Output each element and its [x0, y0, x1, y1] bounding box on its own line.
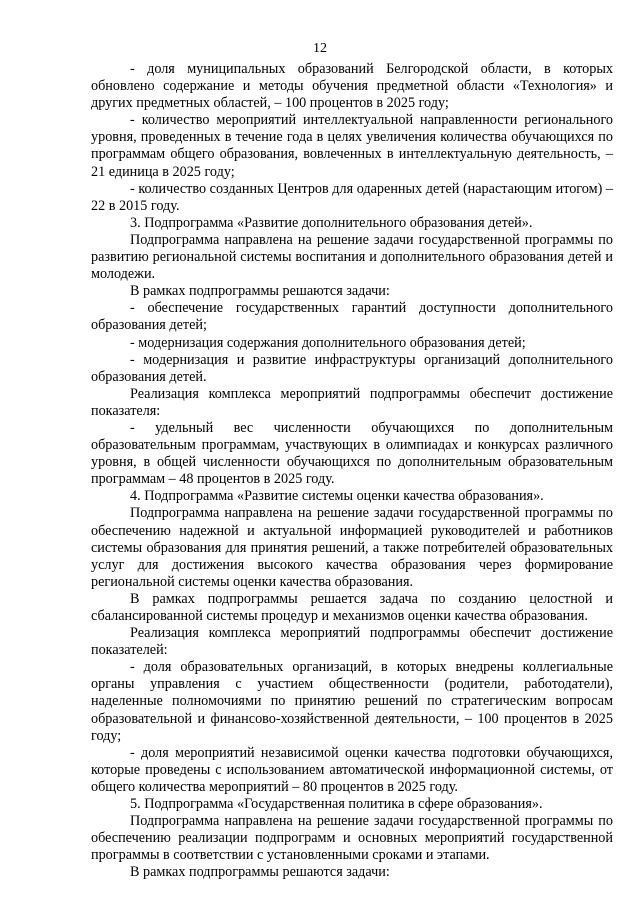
- subprogram-4-indicator-collegial: - доля образовательных организаций, в которых внедрены коллегиальные органы управления с участием общественности (родители, работодатели), наделенные полномочиями по принятию решений по стратегическим вопросам образовательной и финансово-хозяйственной деятельности, – 100 процентов в 2025 году;: [91, 659, 613, 744]
- subprogram-3-task-content: - модернизация содержания дополнительного образования детей;: [130, 334, 526, 351]
- subprogram-5-tasks-intro: В рамках подпрограммы решаются задачи:: [130, 864, 390, 881]
- subprogram-3-heading: 3. Подпрограмма «Развитие дополнительного образования детей».: [130, 214, 533, 231]
- subprogram-3-indicator-intro: Реализация комплекса мероприятий подпрограммы обеспечит достижение показателя:: [91, 385, 613, 419]
- subprogram-4-task: В рамках подпрограммы решается задача по созданию целостной и сбалансированной системы процедур и механизмов оценки качества образования.: [91, 590, 613, 624]
- subprogram-3-tasks-intro: В рамках подпрограммы решаются задачи:: [130, 283, 390, 300]
- subprogram-3-indicator: - удельный вес численности обучающихся по дополнительным образовательным программам, участвующих в олимпиадах и конкурсах различного уровня, в общей численности обучающихся по дополнительным образовательным программам – 48 процентов в 2025 году.: [91, 419, 613, 488]
- subprogram-3-task-infrastructure: - модернизация и развитие инфраструктуры организаций дополнительного образования детей.: [91, 351, 613, 385]
- subprogram-4-indicator-assessment: - доля мероприятий независимой оценки качества подготовки обучающихся, которые проведены с использованием автоматической информационной системы, от общего количества мероприятий – 80 процентов в 2025 году.: [91, 744, 613, 795]
- subprogram-4-indicators-intro: Реализация комплекса мероприятий подпрограммы обеспечит достижение показателей:: [91, 625, 613, 659]
- page-number: 12: [313, 41, 327, 56]
- bullet-intellectual-events: - количество мероприятий интеллектуальной направленности регионального уровня, проведенных в течение года в целях увеличения количества обучающихся по программам общего образования, вовлеченных в интеллектуальную деятельность, – 21 единица в 2025 году;: [91, 112, 613, 180]
- subprogram-4-heading: 4. Подпрограмма «Развитие системы оценки качества образования».: [130, 488, 544, 505]
- subprogram-3-purpose: Подпрограмма направлена на решение задачи государственной программы по развитию региональной системы воспитания и дополнительного образования детей и молодежи.: [91, 231, 613, 283]
- subprogram-5-purpose: Подпрограмма направлена на решение задачи государственной программы по обеспечению реализации подпрограмм и основных мероприятий государственной программы в соответствии с установленными сроками и этапами.: [91, 813, 613, 864]
- subprogram-3-task-guarantees: - обеспечение государственных гарантий доступности дополнительного образования детей;: [91, 300, 613, 334]
- bullet-gifted-centers: - количество созданных Центров для одаренных детей (нарастающим итогом) – 22 в 2015 году.: [91, 180, 613, 214]
- subprogram-5-heading: 5. Подпрограмма «Государственная политика в сфере образования».: [130, 796, 543, 813]
- document-body: [91, 61, 613, 882]
- subprogram-4-purpose: Подпрограмма направлена на решение задачи государственной программы по обеспечению надежной и актуальной информацией руководителей и работников системы образования для принятия решений, а также потребителей образовательных услуг для достижения высокого качества образования через формирование региональной системы оценки качества образования.: [91, 505, 613, 590]
- bullet-technology-share: - доля муниципальных образований Белгородской области, в которых обновлено содержание и методы обучения предметной области «Технология» и других предметных областей, – 100 процентов в 2025 году;: [91, 61, 613, 112]
